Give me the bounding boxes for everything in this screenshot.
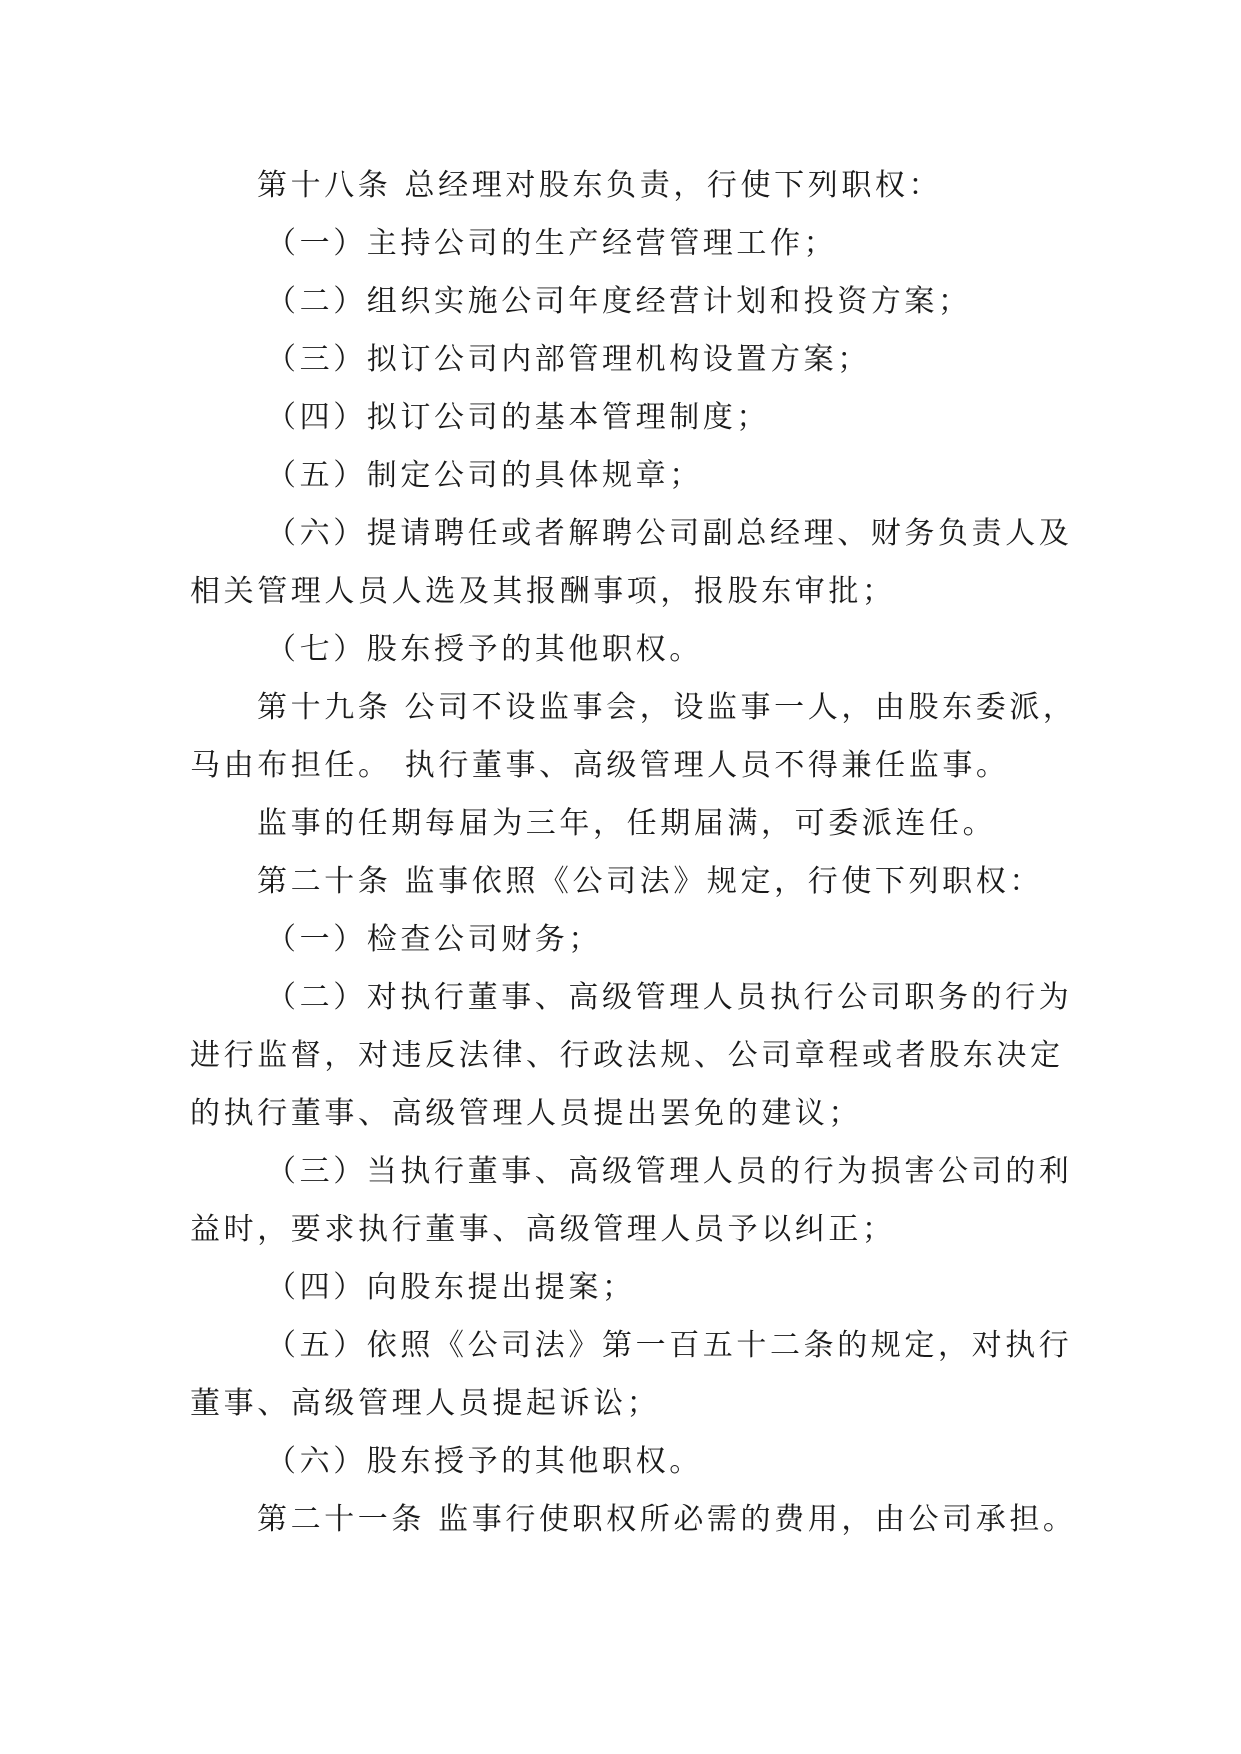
article-20-heading: 第二十条 监事依照《公司法》规定，行使下列职权： [257,864,1043,899]
article-18-item-2: （二）组织实施公司年度经营计划和投资方案； [266,284,972,319]
document-body [190,157,1090,1549]
article-20-item-5-continued: 董事、高级管理人员提起诉讼； [190,1386,661,1421]
article-21-heading: 第二十一条 监事行使职权所必需的费用，由公司承担。 [257,1502,1077,1537]
article-18-item-4: （四）拟订公司的基本管理制度； [266,400,770,435]
article-20-item-1: （一）检查公司财务； [266,922,602,957]
article-20-item-5: （五）依照《公司法》第一百五十二条的规定，对执行 [266,1328,1073,1363]
article-18-item-6: （六）提请聘任或者解聘公司副总经理、财务负责人及 [266,516,1073,551]
article-18-heading: 第十八条 总经理对股东负责，行使下列职权： [257,168,943,203]
article-20-item-6: （六）股东授予的其他职权。 [266,1444,703,1479]
article-19-term: 监事的任期每届为三年，任期届满，可委派连任。 [257,806,997,841]
article-18-item-7: （七）股东授予的其他职权。 [266,632,703,667]
article-20-item-2-continued-2: 的执行董事、高级管理人员提出罢免的建议； [190,1096,862,1131]
article-20-item-4: （四）向股东提出提案； [266,1270,636,1305]
article-20-item-2-continued-1: 进行监督，对违反法律、行政法规、公司章程或者股东决定 [190,1038,1064,1073]
article-18-item-5: （五）制定公司的具体规章； [266,458,703,493]
article-20-item-3: （三）当执行董事、高级管理人员的行为损害公司的利 [266,1154,1073,1189]
article-18-item-6-continued: 相关管理人员人选及其报酬事项，报股东审批； [190,574,896,609]
article-18-item-1: （一）主持公司的生产经营管理工作； [266,226,838,261]
article-20-item-3-continued: 益时，要求执行董事、高级管理人员予以纠正； [190,1212,896,1247]
article-19-continued: 马由布担任。 执行董事、高级管理人员不得兼任监事。 [190,748,1010,783]
article-18-item-3: （三）拟订公司内部管理机构设置方案； [266,342,871,377]
article-20-item-2: （二）对执行董事、高级管理人员执行公司职务的行为 [266,980,1073,1015]
article-19-heading: 第十九条 公司不设监事会，设监事一人，由股东委派， [257,690,1077,725]
